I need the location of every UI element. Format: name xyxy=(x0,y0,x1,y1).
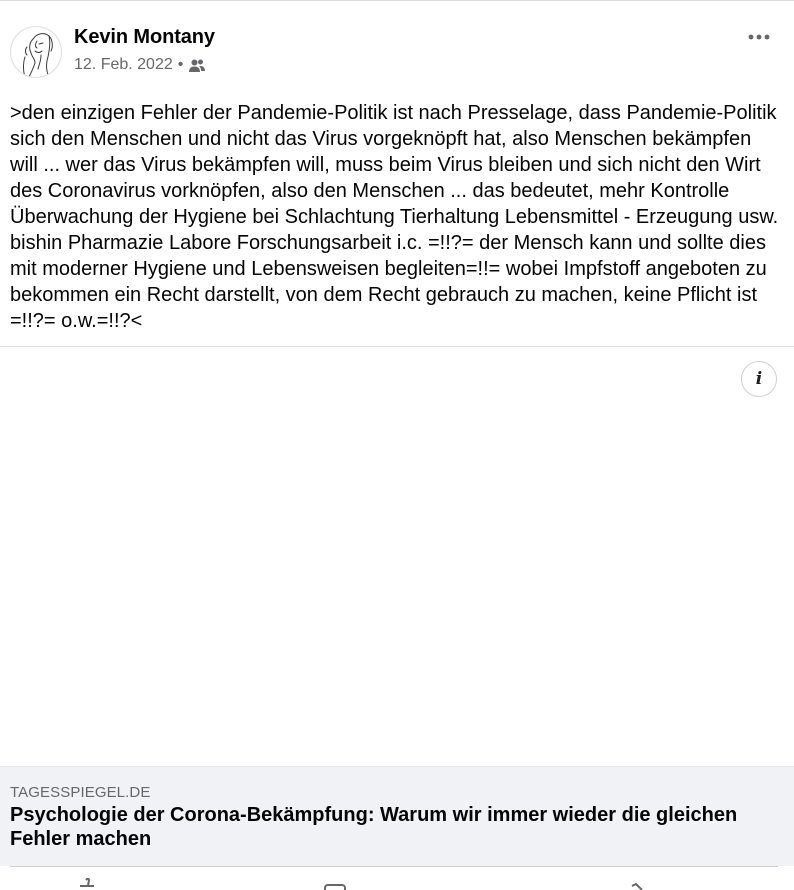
comment-icon xyxy=(322,878,352,890)
share-icon xyxy=(624,878,654,890)
like-icon xyxy=(72,878,102,890)
more-options-button[interactable] xyxy=(744,26,774,48)
post-meta xyxy=(74,56,206,74)
link-domain: TAGESSPIEGEL.DE xyxy=(10,784,151,801)
top-divider xyxy=(0,0,794,1)
actions-divider xyxy=(10,866,778,867)
comment-button[interactable] xyxy=(322,878,352,890)
like-button[interactable] xyxy=(72,878,102,890)
friends-icon[interactable] xyxy=(188,58,206,74)
meta-separator: • xyxy=(177,56,184,73)
media-divider xyxy=(0,346,794,347)
link-title[interactable]: Psychologie der Corona-Bekämpfung: Warum wir immer wieder die gleichen Fehler machen xyxy=(10,804,738,850)
link-preview-card[interactable] xyxy=(0,766,794,866)
share-button[interactable] xyxy=(624,878,654,890)
info-icon: i xyxy=(755,369,763,389)
info-button[interactable] xyxy=(741,361,777,397)
post-date[interactable]: 12. Feb. 2022 xyxy=(74,56,173,73)
post-body-text: >den einzigen Fehler der Pandemie-Politik ist nach Presselage, dass Pandemie-Politik sich den Menschen und nicht das Virus vorgeknöpft hat, also Menschen bekämpfen will ... wer das Virus bekämpfen will, muss beim Virus bleiben und sich nicht den Wirt des Coronavirus vorknöpfen, also den Menschen ... das bedeutet, mehr Kontrolle Überwachung der Hygiene bei Schlachtung Tierhaltung Lebensmittel - Erzeugung usw. bishin Pharmazie Labore Forschungsarbeit i.c. =!!?= der Mensch kann und sollte dies mit moderner Hygiene und Lebensweisen begleiten=!!= wobei Impfstoff angeboten zu bekommen ein Recht darstellt, von dem Recht gebrauch zu machen, keine Pflicht ist =!!?= o.w.=!!?< xyxy=(10,102,779,332)
author-avatar[interactable] xyxy=(10,26,62,78)
sketch-portrait-icon xyxy=(11,27,62,78)
author-name[interactable]: Kevin Montany xyxy=(74,26,215,48)
ellipsis-icon xyxy=(748,34,770,40)
